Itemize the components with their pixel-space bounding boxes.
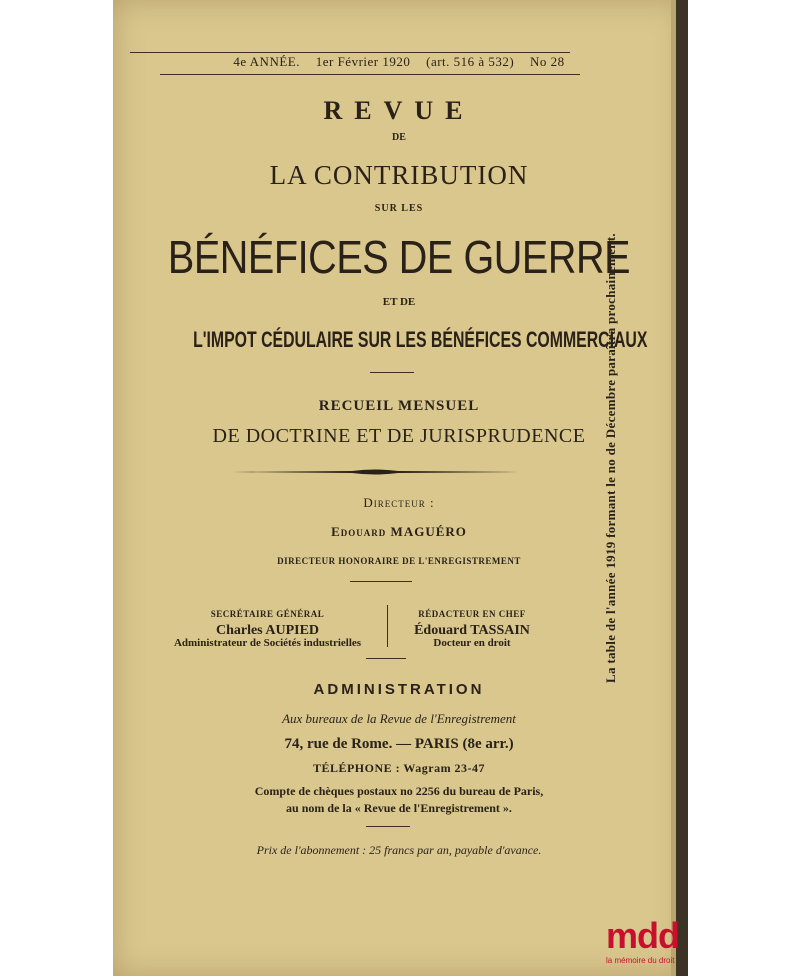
ornamental-rule bbox=[232, 468, 518, 476]
short-rule-2 bbox=[350, 581, 412, 582]
cheques-line-2: au nom de la « Revue de l'Enregistrement ». bbox=[286, 801, 512, 815]
book-spine bbox=[676, 0, 688, 976]
short-rule-4 bbox=[366, 826, 410, 827]
benefices-title: BÉNÉFICES DE GUERRE bbox=[167, 231, 631, 283]
subscription-price: Prix de l'abonnement : 25 francs par an, payable d'avance. bbox=[256, 843, 542, 857]
issue-number: No 28 bbox=[530, 54, 565, 69]
year-label: 4e ANNÉE. bbox=[233, 54, 300, 69]
redacteur-label: RÉDACTEUR EN CHEF bbox=[418, 609, 526, 619]
directeur-name: Edouard MAGUÉRO bbox=[331, 524, 467, 539]
column-divider bbox=[387, 605, 388, 647]
title-de: DE bbox=[392, 132, 406, 143]
cheques-line-1: Compte de chèques postaux no 2256 du bureau de Paris, bbox=[254, 784, 544, 798]
telephone-line: TÉLÉPHONE : Wagram 23-47 bbox=[312, 761, 486, 775]
header-underline bbox=[160, 74, 580, 75]
title-et-de: ET DE bbox=[382, 296, 416, 308]
mdd-watermark-logo bbox=[606, 915, 688, 970]
redacteur-name: Édouard TASSAIN bbox=[414, 623, 530, 638]
recueil-line: RECUEIL MENSUEL bbox=[318, 398, 480, 414]
redacteur-title: Docteur en droit bbox=[433, 637, 511, 649]
impot-title: L'IMPOT CÉDULAIRE SUR LES BÉNÉFICES COMMERCIAUX bbox=[193, 327, 648, 352]
logo-mark: mdd bbox=[606, 915, 679, 956]
logo-tagline: la mémoire du droit bbox=[606, 956, 675, 965]
secretaire-name: Charles AUPIED bbox=[215, 623, 320, 638]
side-note bbox=[595, 128, 627, 788]
title-sur-les: SUR LES bbox=[374, 203, 424, 214]
header-rule bbox=[130, 52, 570, 53]
issue-date: 1er Février 1920 bbox=[315, 54, 411, 69]
address-line: 74, rue de Rome. — PARIS (8e arr.) bbox=[284, 736, 514, 752]
revue-title: REVUE bbox=[323, 96, 475, 125]
directeur-label: Directeur : bbox=[363, 495, 435, 510]
doctrine-line: DE DOCTRINE ET DE JURISPRUDENCE bbox=[212, 425, 586, 447]
short-rule-1 bbox=[370, 372, 414, 373]
contribution-title: LA CONTRIBUTION bbox=[269, 160, 529, 190]
secretaire-title: Administrateur de Sociétés industrielles bbox=[173, 637, 362, 649]
side-note-text: La table de l'année 1919 formant le no de Décembre paraîtra prochainement. bbox=[603, 233, 618, 683]
secretaire-label: SECRÉTAIRE GÉNÉRAL bbox=[210, 609, 325, 619]
bureaux-line: Aux bureaux de la Revue de l'Enregistrement bbox=[282, 711, 516, 726]
directeur-title: DIRECTEUR HONORAIRE DE L'ENREGISTREMENT bbox=[277, 556, 521, 566]
short-rule-3 bbox=[366, 658, 406, 659]
administration-heading: ADMINISTRATION bbox=[313, 681, 485, 698]
articles-range: (art. 516 à 532) bbox=[426, 54, 515, 69]
issue-header bbox=[113, 54, 685, 70]
